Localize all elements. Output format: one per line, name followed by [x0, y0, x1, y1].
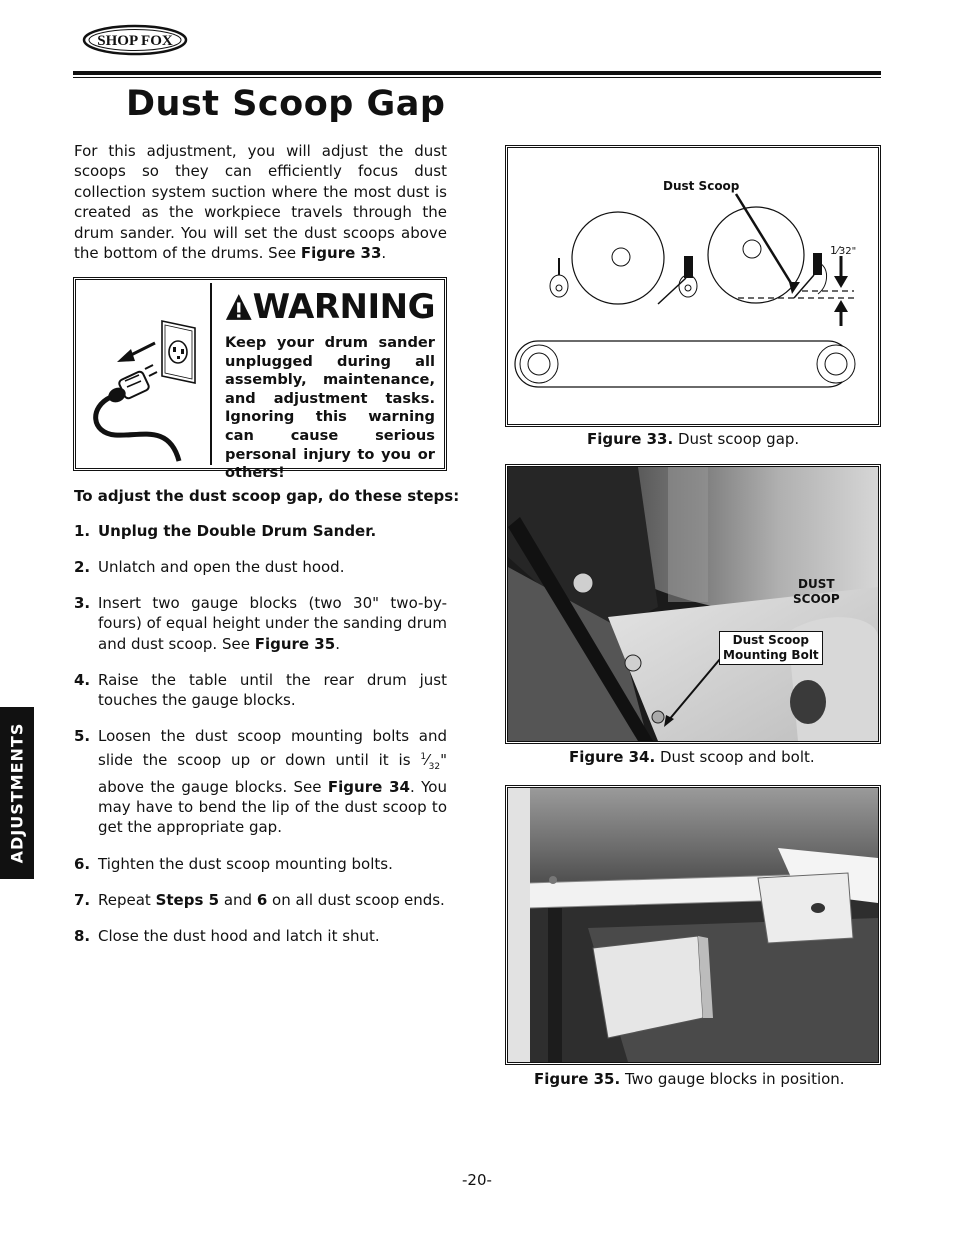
figure-ref: Figure 33 — [300, 244, 382, 263]
shop-fox-logo — [82, 24, 188, 56]
unplug-illustration — [79, 283, 212, 465]
warning-box — [73, 277, 447, 482]
dust-scoop-label: DUST SCOOP — [793, 577, 840, 606]
logo-text: SHOP FOX — [97, 33, 173, 49]
figure-33 — [505, 145, 881, 427]
warning-text: Keep your drum sander unplugged during all assembly, maintenance, and adjustment tasks. Ignoring this warning can cause serious personal injury to you or others! — [225, 334, 435, 482]
plug-icon — [106, 365, 157, 405]
warning-triangle-icon — [225, 292, 253, 322]
page-title: Dust Scoop Gap — [126, 84, 446, 124]
cord-icon — [96, 397, 179, 461]
list-item: 5. Loosen the dust scoop mounting bolts and slide the scoop up or down until it is $^1⁄_{32}$" above the gauge blocks. See Figure 34. You may have to bend the lip of the dust scoop to get the appropriate gap. — [74, 727, 447, 837]
section-side-tab: ADJUSTMENTS — [0, 707, 34, 879]
list-item: 8. Close the dust hood and latch it shut. — [74, 926, 380, 945]
intro-text: For this adjustment, you will adjust the dust scoops so they can efficiently focus dust collection system suction where the most dust is created as the workpiece travels through the drum sander. You will set the dust scoops above the bottom of the drums. See — [74, 142, 447, 263]
outlet-icon — [162, 321, 195, 383]
list-item: 7. Repeat Steps 5 and 6 on all dust scoop ends. — [74, 890, 445, 909]
warning-heading — [225, 288, 435, 326]
header-rule-thin — [73, 77, 881, 78]
steps-intro: To adjust the dust scoop gap, do these steps: — [74, 487, 460, 505]
steps-list — [74, 521, 447, 962]
list-item: 6. Tighten the dust scoop mounting bolts. — [74, 854, 393, 873]
warning-heading-text: WARNING — [252, 287, 435, 327]
list-item: 3. Insert two gauge blocks (two 30" two-by-fours) of equal height under the sanding drum and dust scoop. See Figure 35. — [74, 594, 447, 653]
header-rule — [73, 71, 881, 75]
list-item: 1. Unplug the Double Drum Sander. — [74, 522, 377, 540]
dust-scoop-label: Dust Scoop — [663, 179, 740, 193]
list-item: 4. Raise the table until the rear drum just touches the gauge blocks. — [74, 670, 447, 710]
figure-34-caption: Figure 34. Dust scoop and bolt. — [569, 748, 815, 766]
figure-35-caption: Figure 35. Two gauge blocks in position. — [534, 1070, 845, 1088]
figure-34 — [505, 464, 881, 744]
mounting-bolt-label: Dust Scoop Mounting Bolt — [719, 631, 823, 665]
gauge-blocks-photo — [508, 788, 878, 1062]
figure-33-caption: Figure 33. Dust scoop gap. — [587, 430, 800, 448]
page-number: -20- — [462, 1171, 492, 1189]
figure-35 — [505, 785, 881, 1065]
intro-paragraph: For this adjustment, you will adjust the dust scoops so they can efficiently focus dust collection system suction where the most dust is created as the workpiece travels through the drum sander. You will set the dust scoops above the bottom of the drums. See Figure 33. — [74, 142, 447, 263]
pull-arrow-icon — [117, 343, 155, 362]
gap-label: 1⁄32" — [830, 244, 857, 257]
list-item: 2. Unlatch and open the dust hood. — [74, 558, 345, 577]
